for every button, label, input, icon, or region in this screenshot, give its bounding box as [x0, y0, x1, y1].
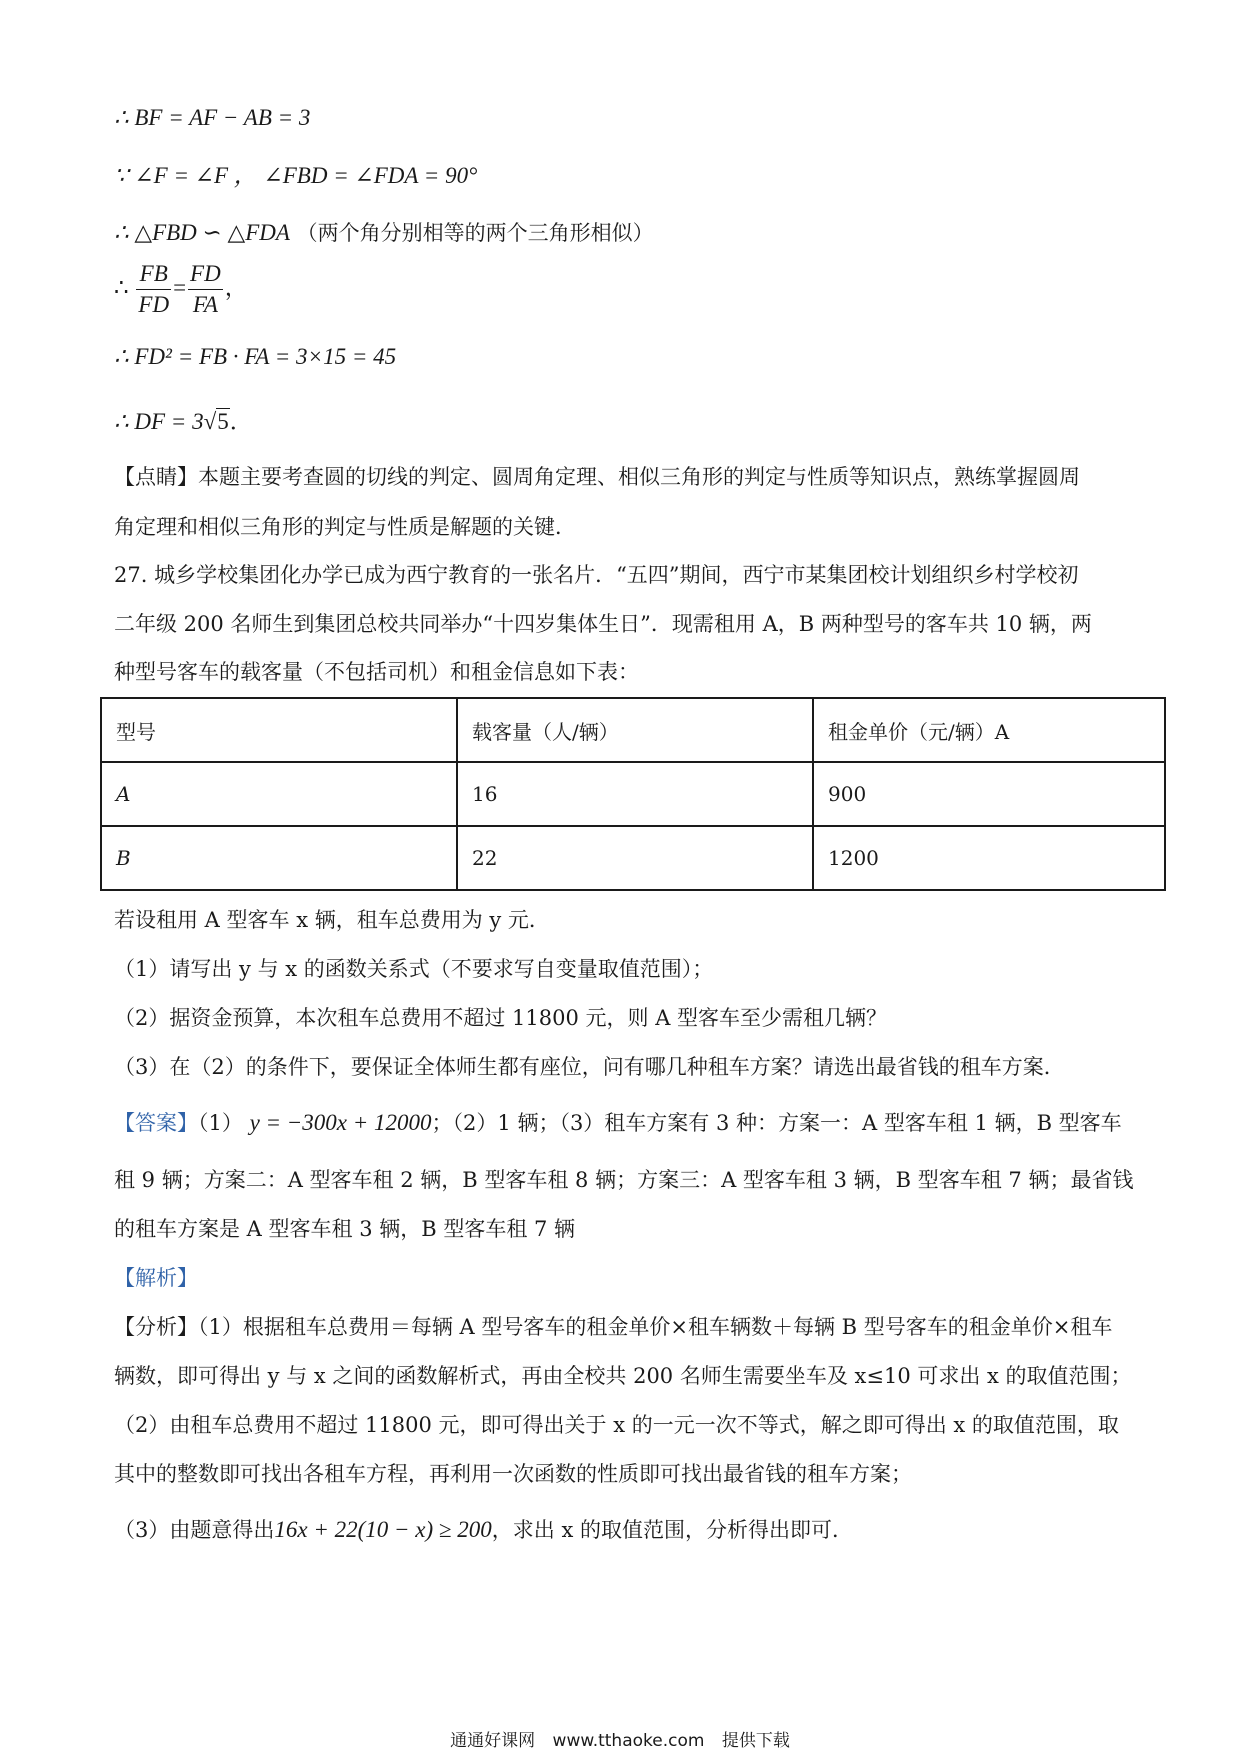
proof-similar-triangles: ∴ △FBD ∽ △FDA: [114, 220, 290, 245]
dianjing-line-2: 角定理和相似三角形的判定与性质是解题的关键．: [114, 515, 576, 539]
table-header-cell: 载客量（人/辆）: [457, 698, 813, 762]
table-cell: 1200: [813, 826, 1165, 890]
subquestion-2: （2）据资金预算，本次租车总费用不超过 11800 元，则 A 型客车至少需租几辆？: [114, 1006, 888, 1030]
analysis-line-2: 辆数，即可得出 y 与 x 之间的函数解析式，再由全校共 200 名师生需要坐车及 x≤10 可求出 x 的取值范围；: [114, 1364, 1132, 1388]
table-header-cell: 租金单价（元/辆）A: [813, 698, 1165, 762]
answer-line-1: [114, 1109, 1122, 1137]
proof-ratio-equals: =: [173, 274, 187, 300]
answer-formula: y = −300x + 12000: [249, 1110, 432, 1135]
subquestion-1: （1）请写出 y 与 x 的函数关系式（不要求写自变量取值范围）；: [114, 957, 714, 981]
proof-line-fd-squared: ∴ FD² = FB · FA = 3×15 = 45: [114, 344, 397, 369]
table-header-row: [101, 698, 1165, 762]
answer-line-1-rest: ；（2）1 辆；（3）租车方案有 3 种：方案一：A 型客车租 1 辆，B 型客车: [431, 1111, 1122, 1135]
analysis-line-5-label: （3）由题意得出: [114, 1518, 275, 1542]
fraction-denominator: FA: [192, 292, 218, 317]
table-row: [101, 826, 1165, 890]
answer-part-1-label: （1）: [198, 1111, 243, 1135]
proof-line-ratio: [114, 259, 248, 320]
setup-line: 若设租用 A 型客车 x 辆，租车总费用为 y 元．: [114, 908, 550, 932]
answer-line-2: 租 9 辆；方案二：A 型客车租 2 辆，B 型客车租 8 辆；方案三：A 型客车租 3 辆，B 型客车租 7 辆；最省钱: [114, 1168, 1134, 1192]
bus-rental-table: [100, 697, 1166, 891]
proof-similar-reason: （两个角分别相等的两个三角形相似）: [296, 221, 654, 245]
proof-line-df: [114, 408, 253, 436]
question-line-2: 二年级 200 名师生到集团总校共同举办“十四岁集体生日”．现需租用 A，B 两种型号的客车共 10 辆，两: [114, 612, 1092, 636]
proof-angle-right: ∠FBD = ∠FDA = 90°: [263, 163, 478, 188]
sqrt-radicand: 5: [217, 409, 229, 434]
proof-line-similar: [114, 219, 654, 247]
answer-tag: 【答案】: [114, 1111, 198, 1135]
table-cell: 22: [457, 826, 813, 890]
question-line-1: 27. 城乡学校集团化办学已成为西宁教育的一张名片．“五四”期间，西宁市某集团校计划组织乡村学校初: [114, 563, 1079, 587]
proof-df-period: ．: [229, 409, 253, 434]
fraction-denominator: FD: [138, 292, 170, 317]
analysis-line-4: 其中的整数即可找出各租车方程，再利用一次函数的性质即可找出最省钱的租车方案；: [114, 1462, 912, 1486]
proof-ratio-comma: ，: [224, 274, 248, 300]
question-line-3: 种型号客车的载客量（不包括司机）和租金信息如下表：: [114, 660, 639, 684]
analysis-line-3: （2）由租车总费用不超过 11800 元，即可得出关于 x 的一元一次不等式，解之即可得出 x 的取值范围，取: [114, 1413, 1119, 1437]
analysis-line-5-rest: ，求出 x 的取值范围，分析得出即可．: [491, 1518, 853, 1542]
footer-url[interactable]: www.tthaoke.com: [552, 1731, 705, 1751]
inequality-formula: 16x + 22(10 − x) ≥ 200: [274, 1517, 492, 1542]
fraction-numerator: FB: [136, 259, 171, 290]
proof-line-bf: ∴ BF = AF − AB = 3: [114, 105, 311, 130]
table-cell: 900: [813, 762, 1165, 826]
page-footer: [0, 1726, 1240, 1751]
table-header-cell: 型号: [101, 698, 457, 762]
table-cell: B: [101, 826, 457, 890]
fraction-fd-fa: [188, 259, 223, 320]
analysis-line-1: 【分析】（1）根据租车总费用＝每辆 A 型号客车的租金单价×租车辆数＋每辆 B 型号客车的租金单价×租车: [114, 1315, 1113, 1339]
analysis-line-5: [114, 1516, 853, 1544]
table-cell: 16: [457, 762, 813, 826]
sqrt-sign: √: [203, 409, 217, 434]
footer-download-text: 提供下载: [721, 1731, 790, 1751]
subquestion-3: （3）在（2）的条件下，要保证全体师生都有座位，问有哪几种租车方案？请选出最省钱的租车方案．: [114, 1055, 1065, 1079]
proof-angle-f: ∵ ∠F = ∠F ，: [114, 163, 257, 188]
fraction-fb-fd: [136, 259, 171, 320]
proof-ratio-therefore: ∴: [114, 274, 129, 300]
answer-line-3: 的租车方案是 A 型客车租 3 辆，B 型客车租 7 辆: [114, 1217, 576, 1241]
fraction-numerator: FD: [188, 259, 223, 290]
table-cell: A: [101, 762, 457, 826]
proof-line-angles: [114, 162, 477, 190]
proof-df-value: ∴ DF = 3: [114, 409, 204, 434]
jiexi-tag: 【解析】: [114, 1266, 198, 1290]
table-row: [101, 762, 1165, 826]
dianjing-line-1: 【点睛】本题主要考查圆的切线的判定、圆周角定理、相似三角形的判定与性质等知识点，熟练掌握圆周: [114, 465, 1080, 489]
footer-site-name: 通通好课网: [450, 1731, 536, 1751]
